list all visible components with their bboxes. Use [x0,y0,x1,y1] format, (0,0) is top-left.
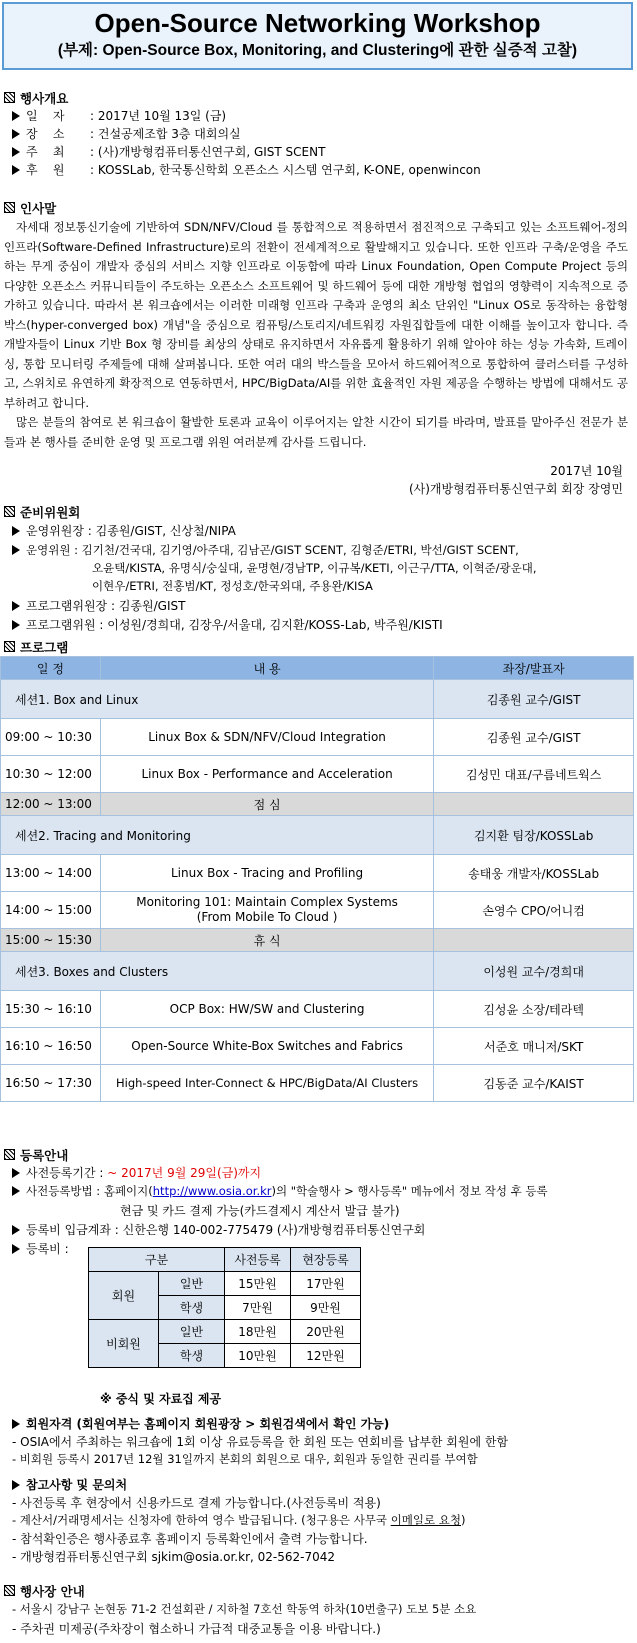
topic-line-1: Monitoring 101: Maintain Complex Systems [136,895,398,909]
greeting-paragraph-1: 자세대 정보통신기술에 기반하여 SDN/NFV/Cloud 를 통합적으로 적용하면서 점진적으로 구축되고 있는 소프트웨어-정의 인프라(Software-Defined Infrastructure)로의 전환이 전세계적으로 활발해지고 있습니다. 또한 인프라 구축/운영을 주도하는 무게 중심이 개발자 중심의 서비스 지향 인프라로 이동함에 따라 Linux Foundation, Open Compute Project 등의 다양한 오픈소스 커뮤니티들이 주도하는 오픈소스 소프트웨어 및 하드웨어 등에 대한 개방형 협업의 영향력이 지속적으로 증가하고 있습니다. 따라서 본 워크숍에서는 이러한 미래형 인프라 구축과 운영의 최소 단위인 "Linux OS로 동작하는 융합형 박스(hyper-converged box) 개념"을 중심으로 컴퓨팅/스토리지/네트워킹 자원집합들에 대한 이해를 높이고자 합니다. 즉 개발자들이 Linux 기반 Box 형 장비를 최상의 상태로 유지하면서 자유롭게 활용하기 위해 알아야 하는 성능 가속화, 트레이싱, 통합 모니터링 주제들에 대해 살펴봅니다. 또한 여러 대의 박스들을 모아서 하드웨어적으로 통합하여 클러스터를 구성하고, 스위치로 유연하게 확장적으로 연동하면서, HPC/BigData/AI를 위한 효율적인 자원 제공을 수행하는 방법에 대해서도 공부하려고 합니다. [4,220,628,410]
time-cell: 14:00 ~ 15:00 [1,892,101,929]
time-cell: 13:00 ~ 14:00 [1,855,101,892]
committee-heading: 준비위원회 [4,503,80,521]
section-square-icon [4,641,15,652]
nonmember-label: 비회원 [89,1320,159,1368]
fee-cell: 18만원 [225,1320,291,1344]
triangle-bullet-icon [12,1186,20,1196]
fee-header-category: 구분 [89,1248,225,1272]
registration-method-line2: 현금 및 카드 결제 가능(카드결제시 계산서 발급 불가) [120,1204,400,1218]
program-heading: 프로그램 [4,638,68,656]
break-label: 점 심 [100,793,433,816]
reference-3: - 참석확인증은 행사종료후 홈페이지 등록확인에서 출력 가능합니다. [12,1532,368,1546]
triangle-bullet-icon [12,1225,20,1235]
triangle-bullet-icon [12,545,20,555]
table-row [1,756,634,793]
session-chair: 김지환 팀장/KOSSLab [434,816,634,855]
venue-parking: - 주차권 미제공(주차장이 협소하니 가급적 대중교통을 이용 바랍니다.) [12,1622,381,1636]
overview-venue: 장 소 : 건설공제조합 3층 대회의실 [12,125,241,142]
greeting-paragraph-2: 많은 분들의 참여로 본 워크숍이 활발한 토론과 교육이 이루어지는 알찬 시간이 되기를 바라며, 발표를 맡아주신 전문가 분들과 본 행사를 준비한 운영 및 프로그램 위원 여러분께 감사를 드립니다. [4,415,628,449]
student-label: 학생 [159,1296,225,1320]
table-row [1,719,634,756]
reference-1: - 사전등록 후 현장에서 신용카드로 결제 가능합니다.(사전등록비 적용) [12,1496,381,1510]
registration-heading: 등록안내 [4,1146,68,1164]
session-title: 세션2. Tracing and Monitoring [1,816,434,855]
greeting-body [4,218,628,452]
header-time: 일 정 [1,657,101,680]
section-square-icon [4,92,15,103]
committee-members: 운영위원 : 김기천/건국대, 김기영/아주대, 김남곤/GIST SCENT, 김형준/ETRI, 박선/GIST SCENT, [12,542,519,558]
triangle-bullet-icon [12,526,20,536]
triangle-bullet-icon [12,111,20,121]
program-chair: 프로그램위원장 : 김종원/GIST [12,597,185,614]
fee-header-pre: 사전등록 [225,1248,291,1272]
triangle-bullet-icon [12,620,20,630]
membership-rule-1: - OSIA에서 주최하는 워크숍에 1회 이상 유료등록을 한 회원 또는 연회비를 납부한 회원에 한함 [12,1435,509,1449]
section-square-icon [4,202,15,213]
empty-cell [434,793,634,816]
section-square-icon [4,1149,15,1160]
session-row [1,680,634,719]
program-table [0,656,634,1102]
session-title: 세션3. Boxes and Clusters [1,952,434,991]
topic-line-2: (From Mobile To Cloud ) [196,910,338,924]
overview-sponsor: 후 원 : KOSSLab, 한국통신학회 오픈소스 시스템 연구회, K-ONE, openwincon [12,161,481,178]
speaker-cell: 손영수 CPO/어니컴 [434,892,634,929]
committee-members-line3: 이현우/ETRI, 전홍범/KT, 정성호/한국외대, 주용완/KISA [92,579,373,593]
time-cell: 15:00 ~ 15:30 [1,929,101,952]
fee-cell: 12만원 [291,1344,361,1368]
fee-cell: 17만원 [291,1272,361,1296]
fee-header-onsite: 현장등록 [291,1248,361,1272]
triangle-bullet-icon [12,147,20,157]
time-cell: 10:30 ~ 12:00 [1,756,101,793]
speaker-cell: 김성윤 소장/테라텍 [434,991,634,1028]
time-cell: 16:10 ~ 16:50 [1,1028,101,1065]
email-request-link[interactable]: 이메일로 요청 [390,1513,461,1527]
break-row [1,929,634,952]
table-row [1,991,634,1028]
session-chair: 이성원 교수/경희대 [434,952,634,991]
table-row [1,1028,634,1065]
title-banner [2,2,633,70]
registration-period: 사전등록기간 : ~ 2017년 9월 29일(금)까지 [12,1164,261,1181]
table-row [89,1320,361,1344]
section-square-icon [4,506,15,517]
registration-fee-label: 등록비 : [12,1240,69,1257]
header-speaker: 좌장/발표자 [434,657,634,680]
committee-chair: 운영위원장 : 김종원/GIST, 신상철/NIPA [12,522,236,539]
overview-date: 일 자 : 2017년 10월 13일 (금) [12,107,226,124]
membership-rule-2: - 비회원 등록시 2017년 12월 31일까지 본회의 회원으로 대우, 회원과 동일한 권리를 부여함 [12,1452,478,1466]
reference-heading: 참고사항 및 문의처 [12,1476,127,1493]
topic-cell [100,892,433,929]
table-row [1,855,634,892]
greeting-date: 2017년 10월 [550,464,623,478]
topic-cell: Linux Box - Tracing and Profiling [100,855,433,892]
topic-cell: High-speed Inter-Connect & HPC/BigData/AI Clusters [100,1065,433,1102]
time-cell: 15:30 ~ 16:10 [1,991,101,1028]
triangle-bullet-icon [12,1244,20,1254]
triangle-bullet-icon [12,129,20,139]
fee-table [88,1247,361,1368]
topic-cell: Linux Box & SDN/NFV/Cloud Integration [100,719,433,756]
triangle-bullet-icon [12,601,20,611]
section-square-icon [4,1585,15,1596]
session-row [1,816,634,855]
member-label: 회원 [89,1272,159,1320]
venue-address: - 서울시 강남구 논현동 71-2 건설회관 / 지하철 7호선 학동역 하차(10번출구) 도보 5분 소요 [12,1602,477,1616]
topic-cell: OCP Box: HW/SW and Clustering [100,991,433,1028]
overview-host: 주 최 : (사)개방형컴퓨터통신연구회, GIST SCENT [12,143,325,160]
header-content: 내 용 [100,657,433,680]
fee-cell: 9만원 [291,1296,361,1320]
table-row [1,1065,634,1102]
break-row [1,793,634,816]
session-row [1,952,634,991]
reference-2: - 계산서/거래명세서는 신청자에 한하여 영수 발급됩니다. (청구용은 사무국 이메일로 요청) [12,1513,466,1527]
break-label: 휴 식 [100,929,433,952]
student-label: 학생 [159,1344,225,1368]
fee-cell: 7만원 [225,1296,291,1320]
fee-header-row [89,1248,361,1272]
page-subtitle: (부제: Open-Source Box, Monitoring, and Clustering에 관한 실증적 고찰) [57,42,578,59]
registration-account: 등록비 입금계좌 : 신한은행 140-002-775479 (사)개방형컴퓨터통신연구회 [12,1221,425,1238]
general-label: 일반 [159,1272,225,1296]
venue-heading: 행사장 안내 [4,1582,85,1600]
triangle-bullet-icon [12,165,20,175]
committee-members-line2: 오윤택/KISTA, 유명식/숭실대, 윤명현/경남TP, 이규복/KETI, 이근구/TTA, 이혁준/광운대, [92,561,537,575]
fee-cell: 20만원 [291,1320,361,1344]
time-cell: 12:00 ~ 13:00 [1,793,101,816]
session-title: 세션1. Box and Linux [1,680,434,719]
table-row [1,892,634,929]
triangle-bullet-icon [12,1480,20,1490]
table-row [89,1272,361,1296]
greeting-heading: 인사말 [4,199,56,217]
program-members: 프로그램위원 : 이성원/경희대, 김장우/서울대, 김지환/KOSS-Lab, 박주원/KISTI [12,616,443,633]
greeting-signer: (사)개방형컴퓨터통신연구회 회장 장영민 [408,482,623,496]
time-cell: 16:50 ~ 17:30 [1,1065,101,1102]
registration-method: 사전등록방법 : 홈페이지(http://www.osia.or.kr)의 "학술행사 > 행사등록" 메뉴에서 정보 작성 후 등록 [12,1183,548,1199]
triangle-bullet-icon [12,1168,20,1178]
fee-note: ※ 중식 및 자료집 제공 [100,1392,222,1406]
speaker-cell: 김종원 교수/GIST [434,719,634,756]
speaker-cell: 김동준 교수/KAIST [434,1065,634,1102]
osia-link[interactable]: http://www.osia.or.kr [152,1184,272,1198]
speaker-cell: 송태웅 개발자/KOSSLab [434,855,634,892]
fee-cell: 10만원 [225,1344,291,1368]
time-cell: 09:00 ~ 10:30 [1,719,101,756]
topic-cell: Open-Source White-Box Switches and Fabrics [100,1028,433,1065]
membership-heading: 회원자격 (회원여부는 홈페이지 회원광장 > 회원검색에서 확인 가능) [12,1415,389,1432]
reference-4: - 개방형컴퓨터통신연구회 sjkim@osia.or.kr, 02-562-7042 [12,1550,335,1564]
overview-heading: 행사개요 [4,89,68,107]
topic-cell: Linux Box - Performance and Acceleration [100,756,433,793]
empty-cell [434,929,634,952]
general-label: 일반 [159,1320,225,1344]
session-chair: 김종원 교수/GIST [434,680,634,719]
fee-cell: 15만원 [225,1272,291,1296]
speaker-cell: 서준호 매니저/SKT [434,1028,634,1065]
page-title: Open-Source Networking Workshop [94,8,541,38]
program-header-row [1,657,634,680]
triangle-bullet-icon [12,1419,20,1429]
speaker-cell: 김성민 대표/구름네트웍스 [434,756,634,793]
